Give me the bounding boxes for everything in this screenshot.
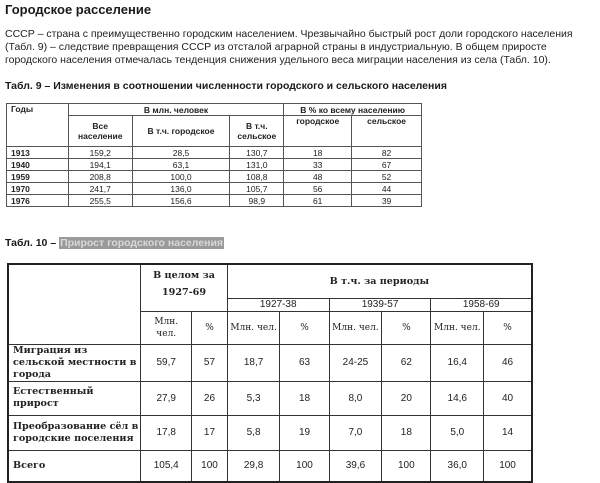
- t10-cell: 27,9: [141, 381, 192, 415]
- t9-cell: 98,9: [230, 195, 284, 207]
- t9-cell: 159,2: [68, 147, 132, 159]
- t9-cell: 1976: [7, 195, 69, 207]
- t10-corner: [8, 264, 141, 344]
- t9-sub-header: городское: [284, 116, 352, 147]
- t10-cell: 46: [484, 344, 532, 381]
- t9-cell: 67: [352, 159, 422, 171]
- t9-cell: 136,0: [132, 183, 230, 195]
- t10-cell: 14,6: [431, 381, 484, 415]
- t9-cell: 255,5: [68, 195, 132, 207]
- t10-total-header: В целом за 1927-69: [141, 264, 228, 311]
- t9-cell: 241,7: [68, 183, 132, 195]
- t9-cell: 56: [284, 183, 352, 195]
- t10-cell: 59,7: [141, 344, 192, 381]
- t9-cell: 108,8: [230, 171, 284, 183]
- page-title: Городское расселение: [5, 2, 152, 17]
- t10-unit-pct: %: [382, 311, 431, 344]
- t10-cell: 5,0: [431, 415, 484, 450]
- t9-cell: 48: [284, 171, 352, 183]
- t9-sub-header: сельское: [352, 116, 422, 147]
- table-row: [7, 195, 422, 207]
- table10-caption-selected[interactable]: Прирост городского населения: [60, 237, 224, 249]
- t9-col-years: Годы: [7, 104, 69, 147]
- t10-period: 1927-38: [227, 298, 329, 311]
- t9-cell: 63,1: [132, 159, 230, 171]
- t10-row-label: Миграция из сельской местности в города: [8, 344, 141, 381]
- t10-unit-pct: %: [484, 311, 532, 344]
- t10-cell: 29,8: [227, 450, 280, 482]
- table-row: [8, 381, 532, 415]
- t10-cell: 24-25: [329, 344, 382, 381]
- t10-cell: 8,0: [329, 381, 382, 415]
- t9-cell: 44: [352, 183, 422, 195]
- t10-cell: 19: [280, 415, 329, 450]
- t9-cell: 100,0: [132, 171, 230, 183]
- t10-cell: 39,6: [329, 450, 382, 482]
- table10-caption: [5, 237, 224, 249]
- t10-unit-mln: Млн. чел.: [431, 311, 484, 344]
- t9-cell: 1959: [7, 171, 69, 183]
- t9-cell: 1970: [7, 183, 69, 195]
- t10-cell: 26: [192, 381, 228, 415]
- t10-cell: 100: [484, 450, 532, 482]
- t9-sub-header: Все население: [68, 116, 132, 147]
- t10-periods-header: В т.ч. за периоды: [227, 264, 532, 298]
- t10-cell: 18: [382, 415, 431, 450]
- t9-cell: 28,5: [132, 147, 230, 159]
- t9-cell: 194,1: [68, 159, 132, 171]
- table-row: [7, 171, 422, 183]
- table-row: [8, 450, 532, 482]
- t10-cell: 100: [192, 450, 228, 482]
- t10-cell: 16,4: [431, 344, 484, 381]
- t10-cell: 105,4: [141, 450, 192, 482]
- t10-cell: 18,7: [227, 344, 280, 381]
- t10-unit-mln: Млн. чел.: [329, 311, 382, 344]
- t9-cell: 208,8: [68, 171, 132, 183]
- t9-cell: 131,0: [230, 159, 284, 171]
- table9: [6, 103, 422, 207]
- t10-unit-pct: %: [280, 311, 329, 344]
- t9-cell: 33: [284, 159, 352, 171]
- t9-cell: 130,7: [230, 147, 284, 159]
- t9-cell: 156,6: [132, 195, 230, 207]
- t10-cell: 36,0: [431, 450, 484, 482]
- t10-unit-mln: Млн. чел.: [227, 311, 280, 344]
- t10-cell: 57: [192, 344, 228, 381]
- t9-group-abs: В млн. человек: [68, 104, 283, 116]
- table9-caption: Табл. 9 – Изменения в соотношении численности городского и сельского населения: [5, 80, 447, 92]
- t9-cell: 39: [352, 195, 422, 207]
- t10-row-label: Всего: [8, 450, 141, 482]
- table10-caption-prefix: Табл. 10 –: [5, 237, 60, 249]
- t10-cell: 40: [484, 381, 532, 415]
- t9-group-pct: В % ко всему населению: [284, 104, 422, 116]
- t10-cell: 18: [280, 381, 329, 415]
- intro-paragraph: СССР – страна с преимущественно городским населением. Чрезвычайно быстрый рост доли городского населения (Табл. 9) – следствие превращения СССР из отсталой аграрной страны в индустриальную. В общем приросте городского населения отмечалась тенденция снижения удельного веса миграции населения из села (Табл. 10).: [5, 28, 573, 66]
- t10-cell: 7,0: [329, 415, 382, 450]
- t9-cell: 52: [352, 171, 422, 183]
- t9-cell: 105,7: [230, 183, 284, 195]
- t9-cell: 61: [284, 195, 352, 207]
- t10-cell: 62: [382, 344, 431, 381]
- t9-sub-header: В т.ч. сельское: [230, 116, 284, 147]
- table-row: [7, 159, 422, 171]
- table-row: [8, 415, 532, 450]
- t10-cell: 20: [382, 381, 431, 415]
- t9-cell: 1913: [7, 147, 69, 159]
- t10-cell: 14: [484, 415, 532, 450]
- table-row: [7, 147, 422, 159]
- t10-row-label: Естественный прирост: [8, 381, 141, 415]
- t10-cell: 100: [382, 450, 431, 482]
- t10-unit-pct: %: [192, 311, 228, 344]
- t10-cell: 63: [280, 344, 329, 381]
- t10-cell: 100: [280, 450, 329, 482]
- t10-cell: 5,3: [227, 381, 280, 415]
- table-row: [7, 183, 422, 195]
- t10-period: 1939-57: [329, 298, 431, 311]
- t10-unit-mln: Млн. чел.: [141, 311, 192, 344]
- t9-cell: 1940: [7, 159, 69, 171]
- t10-row-label: Преобразование сёл в городские поселения: [8, 415, 141, 450]
- table10: [7, 263, 533, 483]
- table-row: [8, 344, 532, 381]
- t10-cell: 5,8: [227, 415, 280, 450]
- t10-cell: 17,8: [141, 415, 192, 450]
- t9-sub-header: В т.ч. городское: [132, 116, 230, 147]
- t9-cell: 18: [284, 147, 352, 159]
- t9-cell: 82: [352, 147, 422, 159]
- t10-period: 1958-69: [431, 298, 532, 311]
- t10-cell: 17: [192, 415, 228, 450]
